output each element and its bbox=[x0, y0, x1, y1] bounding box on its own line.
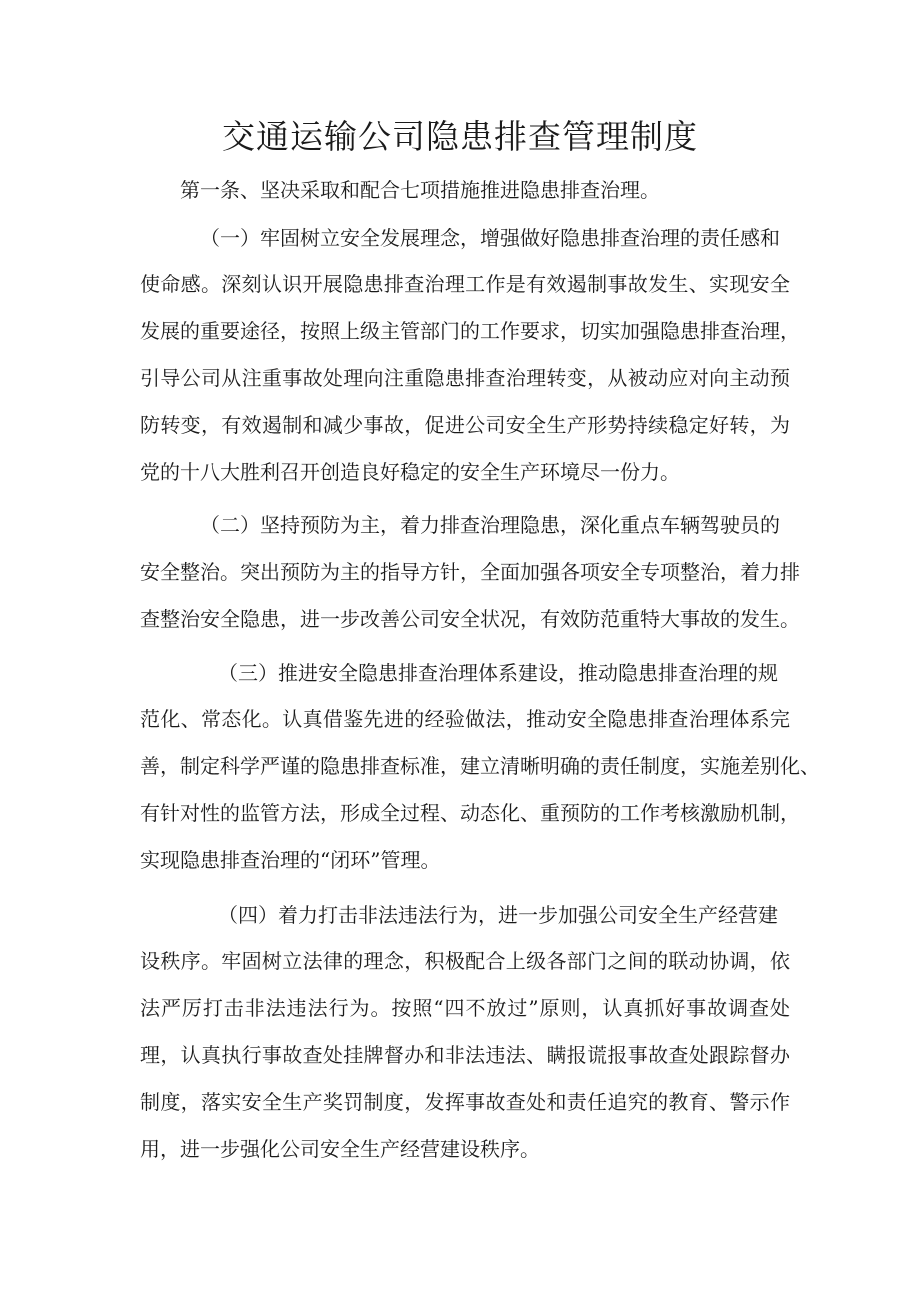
section-3-line-1: （三）推进安全隐患排查治理体系建设，推动隐患排查治理的规 bbox=[218, 661, 778, 685]
section-4-line-4: 理，认真执行事故查处挂牌督办和非法违法、瞒报谎报事故查处跟踪督办 bbox=[140, 1043, 790, 1067]
section-2-line-2: 安全整治。突出预防为主的指导方针，全面加强各项安全专项整治，着力排 bbox=[140, 560, 800, 584]
section-4-line-6: 用，进一步强化公司安全生产经营建设秩序。 bbox=[140, 1137, 540, 1161]
section-1-line-1: （一）牢固树立安全发展理念，增强做好隐患排查治理的责任感和 bbox=[200, 226, 780, 250]
section-4-line-3: 法严厉打击非法违法行为。按照“四不放过”原则，认真抓好事故调查处 bbox=[140, 996, 790, 1020]
document-title: 交通运输公司隐患排查管理制度 bbox=[222, 117, 698, 156]
section-1-line-5: 防转变，有效遏制和减少事故，促进公司安全生产形势持续稳定好转，为 bbox=[140, 413, 790, 437]
section-2-line-3: 查整治安全隐患，进一步改善公司安全状况，有效防范重特大事故的发生。 bbox=[140, 607, 800, 631]
section-3-line-3: 善，制定科学严谨的隐患排查标准，建立清晰明确的责任制度，实施差别化、 bbox=[140, 754, 820, 778]
section-1-line-6: 党的十八大胜利召开创造良好稳定的安全生产环境尽一份力。 bbox=[140, 460, 680, 484]
section-4-line-5: 制度，落实安全生产奖罚制度，发挥事故查处和责任追究的教育、警示作 bbox=[140, 1090, 790, 1114]
article-heading: 第一条、坚决采取和配合七项措施推进隐患排查治理。 bbox=[180, 178, 660, 202]
section-4-line-2: 设秩序。牢固树立法律的理念，积极配合上级各部门之间的联动协调，依 bbox=[140, 949, 790, 973]
section-3-line-4: 有针对性的监管方法，形成全过程、动态化、重预防的工作考核激励机制， bbox=[140, 801, 800, 825]
section-1-line-3: 发展的重要途径，按照上级主管部门的工作要求，切实加强隐患排查治理， bbox=[140, 319, 800, 343]
section-1-line-2: 使命感。深刻认识开展隐患排查治理工作是有效遏制事故发生、实现安全 bbox=[140, 272, 790, 296]
section-4-line-1: （四）着力打击非法违法行为，进一步加强公司安全生产经营建 bbox=[218, 903, 778, 927]
section-1-line-4: 引导公司从注重事故处理向注重隐患排查治理转变，从被动应对向主动预 bbox=[140, 366, 790, 390]
section-3-line-5: 实现隐患排查治理的“闭环”管理。 bbox=[140, 848, 441, 872]
section-2-line-1: （二）坚持预防为主，着力排查治理隐患，深化重点车辆驾驶员的 bbox=[200, 513, 780, 537]
section-3-line-2: 范化、常态化。认真借鉴先进的经验做法，推动安全隐患排查治理体系完 bbox=[140, 707, 790, 731]
